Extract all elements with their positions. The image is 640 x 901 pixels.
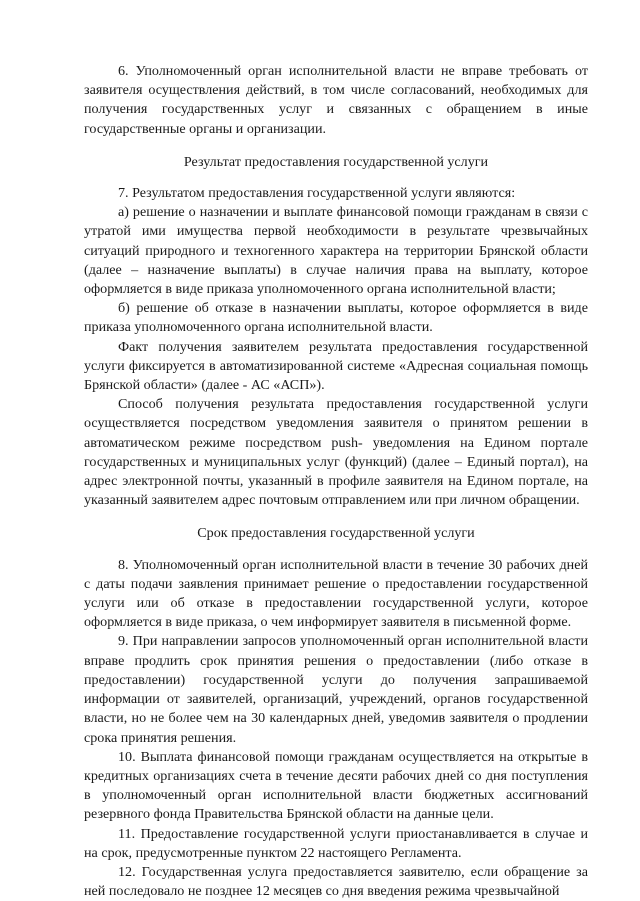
paragraph-10: 10. Выплата финансовой помощи гражданам осуществляется на открытые в кредитных организациях счета в течение десяти рабочих дней со дня поступления в уполномоченный орган исполнительной власти бюджетных ассигнований резервного фонда Правительства Брянской области на данные цели.: [84, 748, 588, 823]
section-heading-term: Срок предоставления государственной услуги: [197, 525, 475, 542]
paragraph-6: 6. Уполномоченный орган исполнительной власти не вправе требовать от заявителя осуществления действий, в том числе согласований, необходимых для получения государственных услуг и связанных с обращением в иные государственные органы и организации.: [84, 63, 588, 137]
paragraph-8: 8. Уполномоченный орган исполнительной власти в течение 30 рабочих дней с даты подачи заявления принимает решение о предоставлении государственной услуги или об отказе в предоставлении государственной услуги, которое оформляется в виде приказа, о чем информирует заявителя в письменной форме.: [84, 556, 588, 631]
paragraph-fact: Факт получения заявителем результата предоставления государственной услуги фиксируется в автоматизированной системе «Адресная социальная помощь Брянской области» (далее - АС «АСП»).: [84, 338, 588, 394]
paragraph-7a: а) решение о назначении и выплате финансовой помощи гражданам в связи с утратой ими имущества первой необходимости в результате чрезвычайных ситуаций природного и техногенного характера на территории Брянской области (далее – назначение выплаты) в случае наличия права на выплату, которое оформляется в виде приказа уполномоченного органа исполнительной власти;: [84, 204, 588, 298]
paragraph-7: 7. Результатом предоставления государственной услуги являются:: [118, 185, 516, 202]
paragraph-12: 12. Государственная услуга предоставляется заявителю, если обращение за ней последовало не позднее 12 месяцев со дня введения режима чрезвычайной: [84, 863, 588, 900]
paragraph-9: 9. При направлении запросов уполномоченный орган исполнительной власти вправе продлить срок принятия решения о предоставлении (либо отказе в предоставлении) государственной услуги до получения запрашиваемой информации от заявителей, организаций, учреждений, органов государственной власти, но не более чем на 30 календарных дней, уведомив заявителя о продлении срока принятия решения.: [84, 633, 588, 746]
paragraph-7b: б) решение об отказе в назначении выплаты, которое оформляется в виде приказа уполномоченного органа исполнительной власти.: [84, 300, 588, 336]
section-heading-result: Результат предоставления государственной услуги: [183, 153, 489, 170]
paragraph-11: 11. Предоставление государственной услуги приостанавливается в случае и на срок, предусмотренные пунктом 22 настоящего Регламента.: [84, 825, 588, 861]
paragraph-method: Способ получения результата предоставления государственной услуги осуществляется посредством уведомления заявителя о принятом решении в автоматическом режиме посредством push- уведомления на Едином портале государственных и муниципальных услуг (функций) (далее – Единый портал), на адрес электронной почты, указанный в профиле заявителя на Едином портале, на указанный заявителем адрес почтовым отправлением или при личном обращении.: [84, 396, 588, 509]
